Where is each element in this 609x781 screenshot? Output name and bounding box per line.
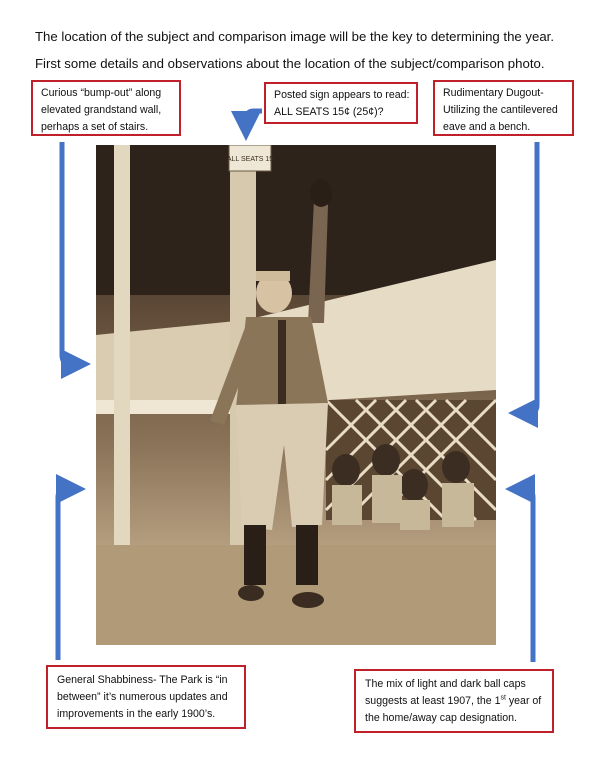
- intro-line-2: First some details and observations about the location of the subject/comparison photo.: [35, 56, 545, 71]
- arrow-caps: [520, 489, 533, 662]
- callout-caps-line: the home/away cap designation.: [365, 712, 517, 724]
- photo-illustration: [96, 145, 496, 645]
- callout-shabbiness-line: between” it’s numerous updates and: [57, 691, 228, 703]
- baseball-player-photo: [96, 145, 496, 645]
- callout-bump-out-line: perhaps a set of stairs.: [41, 121, 149, 133]
- callout-bump-out-line: Curious “bump-out” along: [41, 87, 162, 99]
- callout-dugout: [433, 80, 574, 136]
- arrow-bump-out: [62, 142, 76, 364]
- callout-sign-line: Posted sign appears to read:: [274, 89, 410, 101]
- callout-dugout-line: Rudimentary Dugout-: [443, 87, 544, 99]
- callout-bump-out-line: elevated grandstand wall,: [41, 104, 162, 116]
- callout-sign-line: ALL SEATS 15¢ (25¢)?: [274, 106, 384, 118]
- caps-line2-post: year of: [505, 695, 542, 707]
- caps-line2-sup: st: [500, 694, 506, 702]
- sign-text: ALL SEATS 15: [226, 156, 274, 163]
- arrow-shabbiness: [58, 489, 71, 660]
- caps-line2-pre: suggests at least 1907, the 1: [365, 695, 501, 707]
- callout-shabbiness-line: General Shabbiness- The Park is “in: [57, 674, 228, 686]
- callout-dugout-line: Utilizing the cantilevered: [443, 104, 558, 116]
- callout-caps-line: [365, 693, 543, 710]
- callout-shabbiness-line: improvements in the early 1900’s.: [57, 708, 216, 720]
- arrow-sign: [246, 111, 262, 126]
- callout-sign: [264, 82, 418, 124]
- callout-caps-line: The mix of light and dark ball caps: [365, 678, 526, 690]
- callout-caps: [354, 669, 554, 733]
- arrow-dugout: [523, 142, 537, 413]
- callout-bump-out: [31, 80, 181, 136]
- callout-shabbiness: [46, 665, 246, 729]
- intro-line-1: The location of the subject and comparison image will be the key to determining the year.: [35, 29, 554, 44]
- callout-dugout-line: eave and a bench.: [443, 121, 531, 133]
